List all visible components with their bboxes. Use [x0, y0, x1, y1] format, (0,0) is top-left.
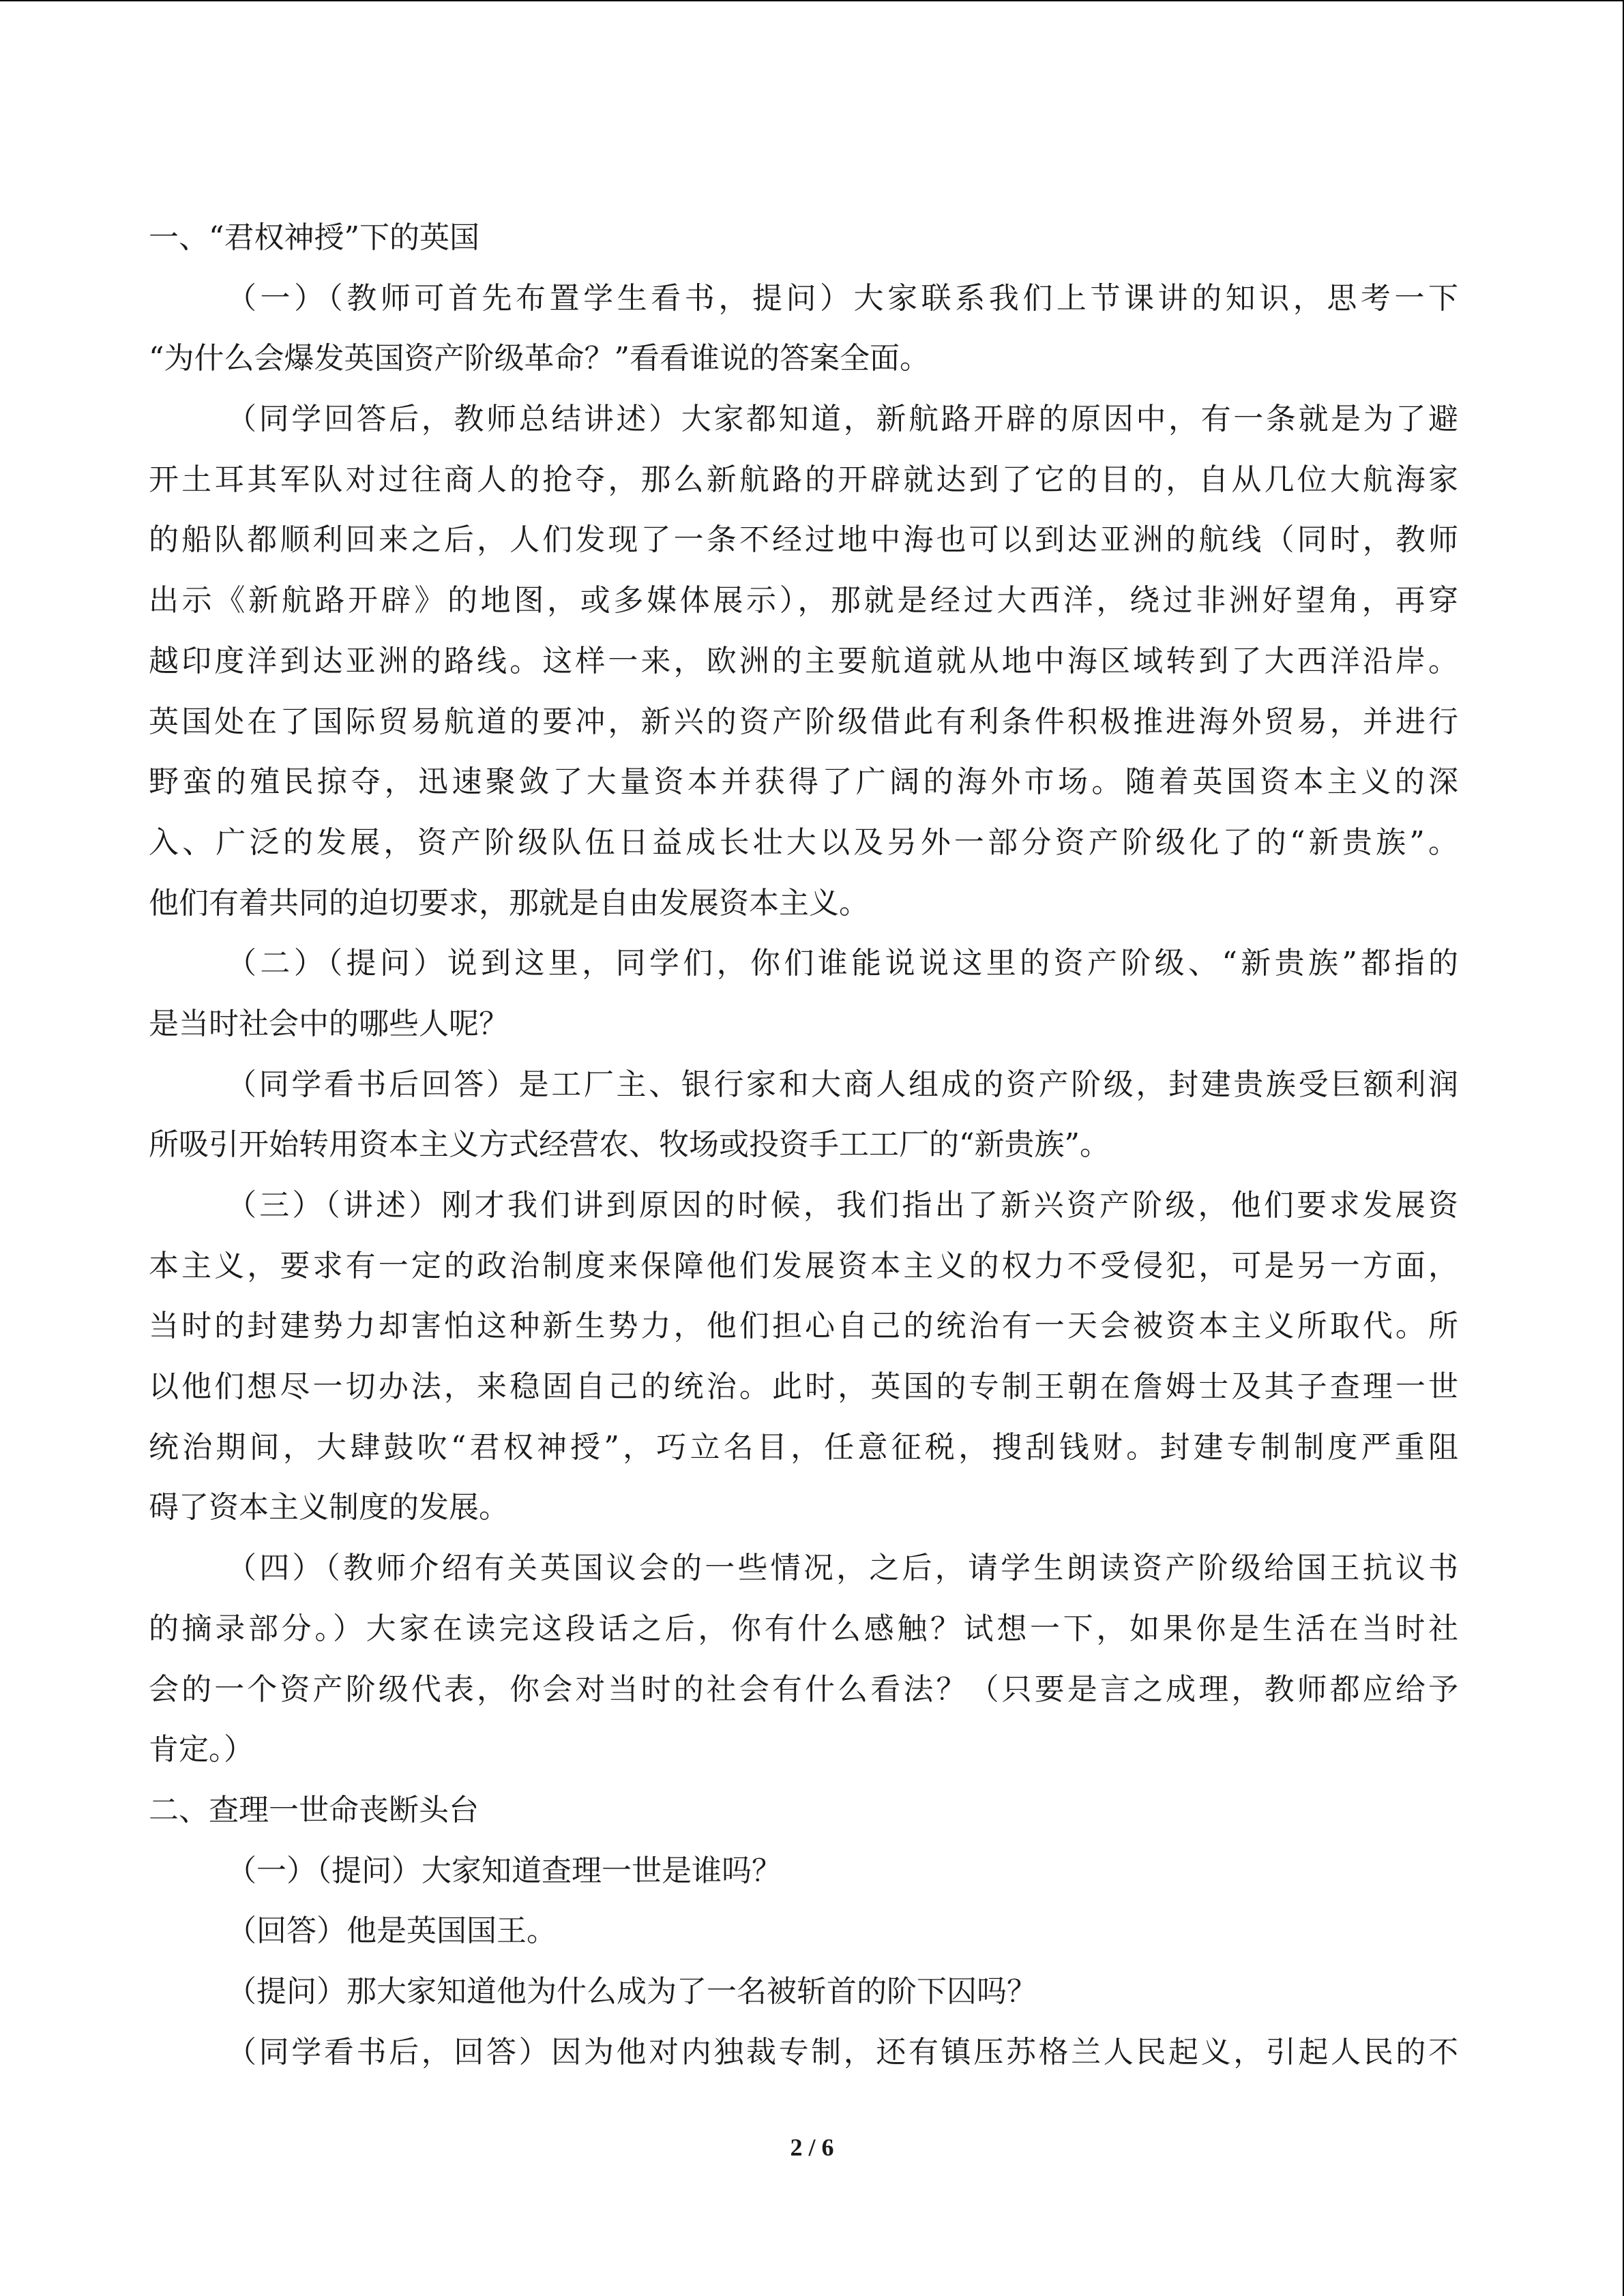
text-line: （同学回答后，教师总结讲述）大家都知道，新航路开辟的原因中，有一条就是为了避	[226, 402, 1458, 437]
text-line: 统治期间，大肆鼓吹“君权神授”，巧立名目，任意征税，搜刮钱财。封建专制制度严重阻	[149, 1429, 1458, 1465]
text-line: 开土耳其军队对过往商人的抢夺，那么新航路的开辟就达到了它的目的，自从几位大航海家	[149, 462, 1458, 497]
text-line: （提问）那大家知道他为什么成为了一名被斩首的阶下囚吗？	[226, 1973, 1037, 2009]
text-line: 本主义，要求有一定的政治制度来保障他们发展资本主义的权力不受侵犯，可是另一方面，	[149, 1248, 1458, 1283]
text-line: 入、广泛的发展，资产阶级队伍日益成长壮大以及另外一部分资产阶级化了的“新贵族”。	[149, 824, 1458, 860]
text-line: （同学看书后回答）是工厂主、银行家和大商人组成的资产阶级，封建贵族受巨额利润	[226, 1067, 1458, 1102]
text-line: 英国处在了国际贸易航道的要冲，新兴的资产阶级借此有利条件积极推进海外贸易，并进行	[149, 704, 1458, 739]
document-body	[149, 208, 1458, 2083]
page-number: 2 / 6	[790, 2134, 834, 2161]
text-line: 是当时社会中的哪些人呢？	[149, 1006, 509, 1041]
text-line: （二）（提问）说到这里，同学们，你们谁能说说这里的资产阶级、“新贵族”都指的	[226, 946, 1458, 981]
text-line: 他们有着共同的迫切要求，那就是自由发展资本主义。	[149, 885, 869, 921]
text-line: （同学看书后，回答）因为他对内独裁专制，还有镇压苏格兰人民起义，引起人民的不	[226, 2034, 1458, 2070]
text-line: （一）（教师可首先布置学生看书，提问）大家联系我们上节课讲的知识，思考一下	[226, 280, 1458, 316]
text-line: 碍了资本主义制度的发展。	[149, 1490, 509, 1525]
text-line: （回答）他是英国国王。	[226, 1913, 557, 1949]
text-line: 会的一个资产阶级代表，你会对当时的社会有什么看法？（只要是言之成理，教师都应给予	[149, 1671, 1458, 1707]
text-line: 的船队都顺利回来之后，人们发现了一条不经过地中海也可以到达亚洲的航线（同时，教师	[149, 522, 1458, 558]
text-line: 的摘录部分。）大家在读完这段话之后，你有什么感触？试想一下，如果你是生活在当时社	[149, 1611, 1458, 1646]
text-line: 当时的封建势力却害怕这种新生势力，他们担心自己的统治有一天会被资本主义所取代。所	[149, 1309, 1458, 1344]
text-line: （三）（讲述）刚才我们讲到原因的时候，我们指出了新兴资产阶级，他们要求发展资	[226, 1188, 1458, 1223]
text-line: 越印度洋到达亚洲的路线。这样一来，欧洲的主要航道就从地中海区域转到了大西洋沿岸。	[149, 643, 1458, 679]
text-line: （四）（教师介绍有关英国议会的一些情况，之后，请学生朗读资产阶级给国王抗议书	[226, 1551, 1458, 1586]
section-heading: 一、“君权神授”下的英国	[149, 220, 479, 255]
text-line: （一）（提问）大家知道查理一世是谁吗？	[226, 1853, 782, 1888]
text-line: 肯定。）	[149, 1732, 254, 1768]
section-heading: 二、查理一世命丧断头台	[149, 1792, 479, 1828]
text-line: 以他们想尽一切办法，来稳固自己的统治。此时，英国的专制王朝在詹姆士及其子查理一世	[149, 1369, 1458, 1405]
text-line: 出示《新航路开辟》的地图，或多媒体展示），那就是经过大西洋，绕过非洲好望角，再穿	[149, 583, 1458, 618]
text-line: 野蛮的殖民掠夺，迅速聚敛了大量资本并获得了广阔的海外市场。随着英国资本主义的深	[149, 764, 1458, 800]
text-line: 所吸引开始转用资本主义方式经营农、牧场或投资手工工厂的“新贵族”。	[149, 1127, 1110, 1163]
text-line: “为什么会爆发英国资产阶级革命？”看看谁说的答案全面。	[149, 341, 930, 376]
